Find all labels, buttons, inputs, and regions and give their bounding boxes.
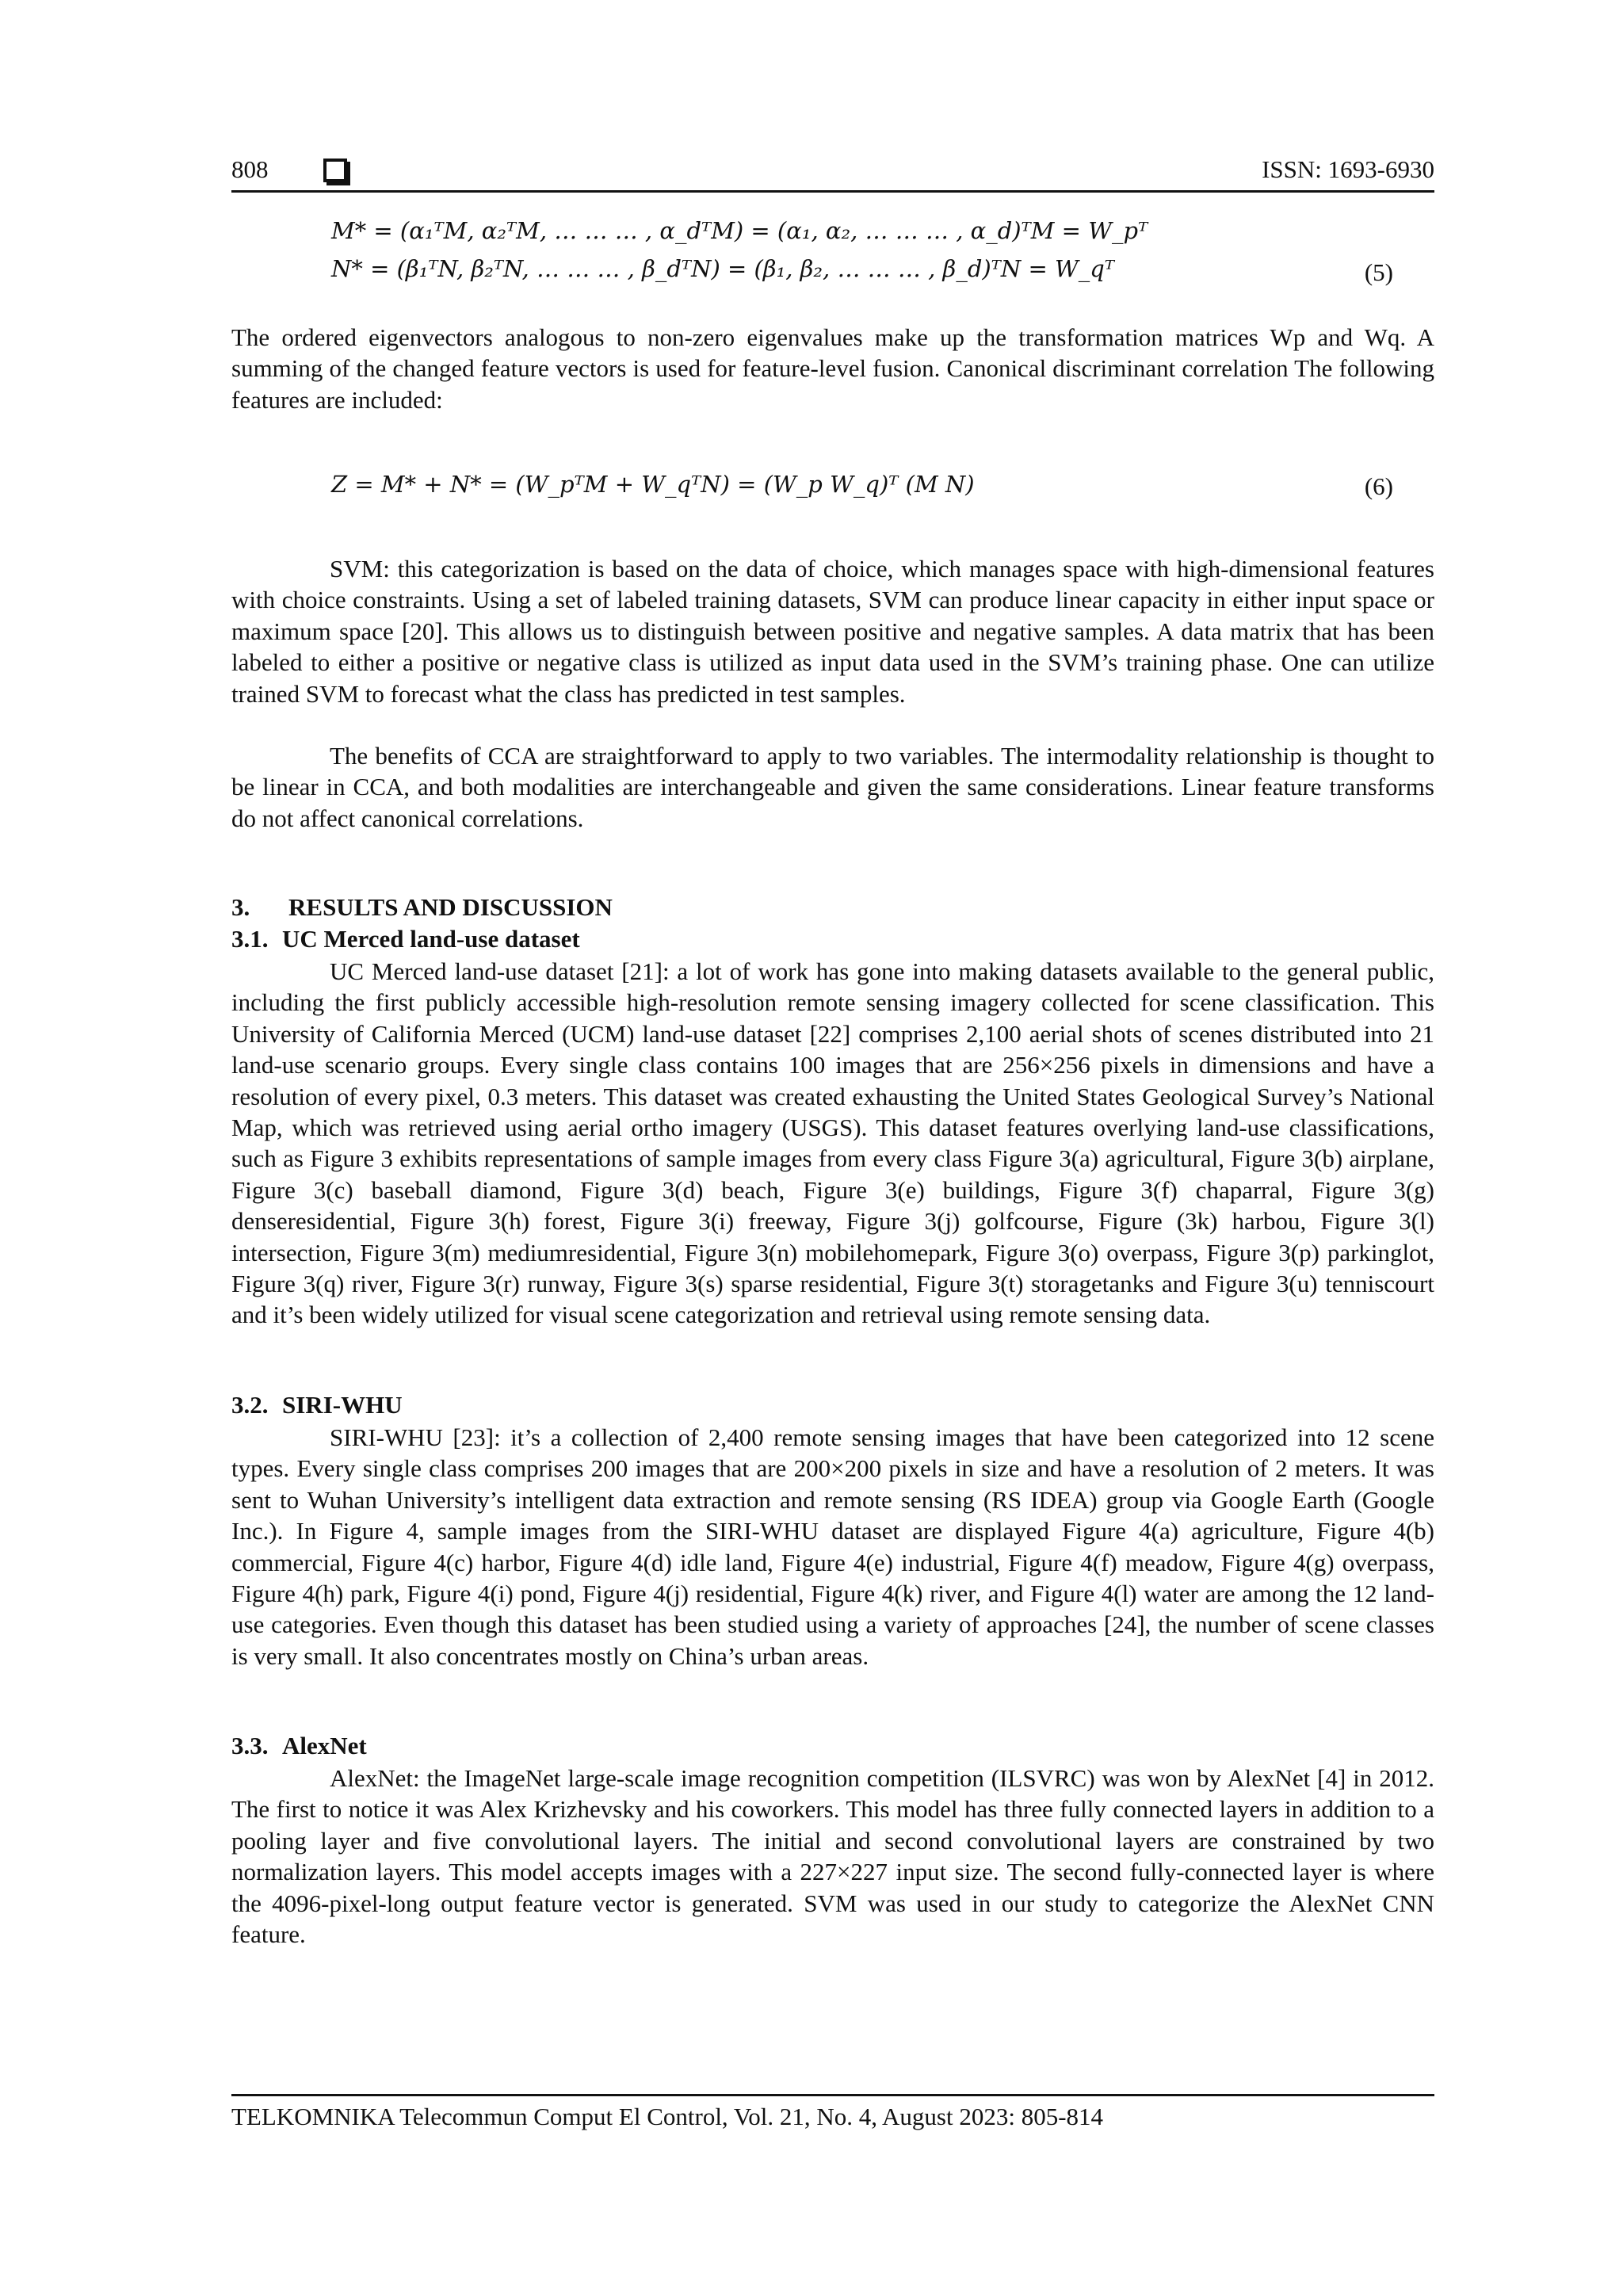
paragraph-alexnet: AlexNet: the ImageNet large-scale image recognition competition (ILSVRC) was won by AlexNet [4] in 2012. The first to notice it was Alex Krizhevsky and his coworkers. This model has three fully connected layers in addition to a pooling layer and five convolutional layers. The initial and second convolutional layers are constrained by two normalization layers. This model accepts images with a 227×227 input size. The second fully-connected layer is where the 4096-pixel-long output feature vector is generated. SVM was used in our study to categorize the AlexNet CNN feature. [231,1764,1434,1949]
section-heading-3 [231,893,613,922]
paragraph-uc-merced: UC Merced land-use dataset [21]: a lot of work has gone into making datasets available to the general public, including the first publicly accessible high-resolution remote sensing imagery collected for scene classification. This University of California Merced (UCM) land-use dataset [22] comprises 2,100 aerial shots of scenes distributed into 21 land-use scenario groups. Every single class contains 100 images that are 256×256 pixels in dimensions and have a resolution of every pixel, 0.3 meters. This dataset was created exhausting the United States Geological Survey’s National Map, which was retrieved using aerial ortho imagery (USGS). This dataset features overlying land-use classifications, such as Figure 3 exhibits representations of sample images from every class Figure 3(a) agricultural, Figure 3(b) airplane, Figure 3(c) baseball diamond, Figure 3(d) beach, Figure 3(e) buildings, Figure 3(f) chaparral, Figure 3(g) denseresidential, Figure 3(h) forest, Figure 3(i) freeway, Figure 3(j) golfcourse, Figure (3k) harbou, Figure 3(l) intersection, Figure 3(m) mediumresidential, Figure 3(n) mobilehomepark, Figure 3(o) overpass, Figure 3(p) parkinglot, Figure 3(q) river, Figure 3(r) runway, Figure 3(s) sparse residential, Figure 3(t) storagetanks and Figure 3(u) tenniscourt and it’s been widely utilized for visual scene categorization and retrieval using remote sensing data. [231,957,1434,1329]
subsection-heading-3-3 [231,1732,367,1760]
subsection-number: 3.3. [231,1732,269,1759]
subsection-title: SIRI-WHU [282,1391,403,1419]
equation-5-line-1: M* = (α₁ᵀM, α₂ᵀM, … … … , α_dᵀM) = (α₁, α₂, … … … , α_d)ᵀM = W_pᵀ [331,217,1148,244]
paragraph-transformation: The ordered eigenvectors analogous to non-zero eigenvalues make up the transformation matrices Wp and Wq. A summing of the changed feature vectors is used for feature-level fusion. Canonical discriminant correlation The following features are included: [231,323,1434,414]
subsection-title: AlexNet [282,1732,367,1759]
equation-6: Z = M* + N* = (W_pᵀM + W_qᵀN) = (W_p W_q)ᵀ (M N) [331,471,975,498]
subsection-number: 3.2. [231,1391,269,1419]
section-title: RESULTS AND DISCUSSION [288,893,613,921]
page-number: 808 [231,155,269,183]
paragraph-siri-whu: SIRI-WHU [23]: it’s a collection of 2,400 remote sensing images that have been categorized into 12 scene types. Every single class comprises 200 images that are 200×200 pixels in size and have a resolution of 2 meters. It was sent to Wuhan University’s intelligent data extraction and remote sensing (RS IDEA) group via Google Earth (Google Inc.). In Figure 4, sample images from the SIRI-WHU dataset are displayed Figure 4(a) agriculture, Figure 4(b) commercial, Figure 4(c) harbor, Figure 4(d) idle land, Figure 4(e) industrial, Figure 4(f) meadow, Figure 4(g) overpass, Figure 4(h) park, Figure 4(i) pond, Figure 4(j) residential, Figure 4(k) river, and Figure 4(l) water are among the 12 land-use categories. Even though this dataset has been studied using a variety of approaches [24], the number of scene classes is very small. It also concentrates mostly on China’s urban areas. [231,1423,1434,1670]
issn-label: ISSN: 1693-6930 [1262,155,1434,183]
footer-citation: TELKOMNIKA Telecommun Comput El Control, Vol. 21, No. 4, August 2023: 805-814 [231,2103,1104,2130]
subsection-title: UC Merced land-use dataset [282,925,580,953]
square-bullet-icon [323,159,347,182]
subsection-heading-3-1 [231,925,580,953]
equation-5-number: (5) [1364,258,1393,286]
equation-5-line-2: N* = (β₁ᵀN, β₂ᵀN, … … … , β_dᵀN) = (β₁, β₂, … … … , β_d)ᵀN = W_qᵀ [331,255,1115,282]
paragraph-cca: The benefits of CCA are straightforward to apply to two variables. The intermodality relationship is thought to be linear in CCA, and both modalities are interchangeable and given the same considerations. Linear feature transforms do not affect canonical correlations. [231,742,1434,832]
section-number: 3. [231,893,250,921]
footer-rule [231,2094,1434,2096]
header-rule [231,190,1434,193]
subsection-number: 3.1. [231,925,269,953]
equation-6-number: (6) [1364,472,1393,500]
subsection-heading-3-2 [231,1391,403,1419]
paragraph-svm: SVM: this categorization is based on the data of choice, which manages space with high-dimensional features with choice constraints. Using a set of labeled training datasets, SVM can produce linear capacity in either input space or maximum space [20]. This allows us to distinguish between positive and negative samples. A data matrix that has been labeled to either a positive or negative class is utilized as input data used in the SVM’s training phase. One can utilize trained SVM to forecast what the class has predicted in test samples. [231,555,1434,708]
